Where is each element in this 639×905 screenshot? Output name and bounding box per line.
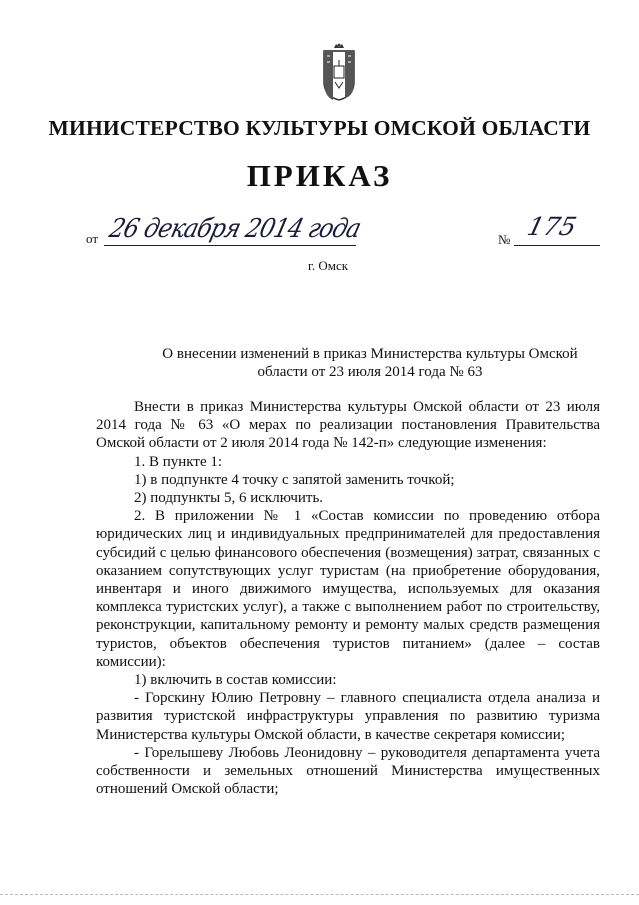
paragraph: 1. В пункте 1:: [134, 453, 223, 470]
document-title: ПРИКАЗ: [246, 158, 393, 193]
paragraph: 1) в подпункте 4 точку с запятой заменить точкой;: [134, 471, 455, 488]
paragraph: - Горскину Юлию Петровну – главного специалиста отдела анализа и развития туристской инфраструктуры управления по развитию туризма Министерства культуры Омской области, в качестве секретаря комиссии;: [96, 690, 600, 743]
paragraph: 1) включить в состав комиссии:: [134, 672, 337, 689]
date-prefix-label: от: [86, 231, 99, 246]
document-body: [96, 398, 600, 798]
number-label: №: [498, 232, 511, 247]
handwritten-number: 175: [524, 212, 580, 241]
paragraph: 2. В приложении № 1 «Состав комиссии по проведению отбора юридических лиц и индивидуальных предпринимателей для предоставления субсидий с целью финансового обеспечения (возмещения) затрат, связанных с оказанием сопутствующих услуг туристам (на приобретение оборудования, инвентаря и иного движимого имущества, используемых для оказания комплекса туристских услуг), а также с выполнением работ по строительству, реконструкции, капитальному ремонту и ремонту малых средств размещения туристов, объектов обеспечения туристов питанием» (далее – состав комиссии):: [96, 508, 600, 670]
handwritten-date: 26 декабря 2014 года: [106, 214, 364, 244]
paragraph: 2) подпункты 5, 6 исключить.: [134, 490, 324, 507]
number-underline: [514, 245, 600, 246]
order-subject: О внесении изменений в приказ Министерства культуры Омской области от 23 июля 2014 года № 63: [162, 346, 578, 380]
date-underline: [104, 245, 356, 246]
ministry-name: МИНИСТЕРСТВО КУЛЬТУРЫ ОМСКОЙ ОБЛАСТИ: [48, 116, 591, 140]
page-bottom-rule: [0, 894, 639, 895]
paragraph: Внести в приказ Министерства культуры Омской области от 23 июля 2014 года № 63 «О мерах по реализации постановления Правительства Омской области от 2 июля 2014 года № 142-п» следующие изменения:: [96, 399, 600, 452]
coat-of-arms-icon: [320, 42, 358, 102]
city-label: г. Омск: [308, 258, 349, 273]
paragraph: - Горелышеву Любовь Леонидовну – руководителя департамента учета собственности и земельных отношений Министерства имущественных отношений Омской области;: [96, 744, 600, 798]
